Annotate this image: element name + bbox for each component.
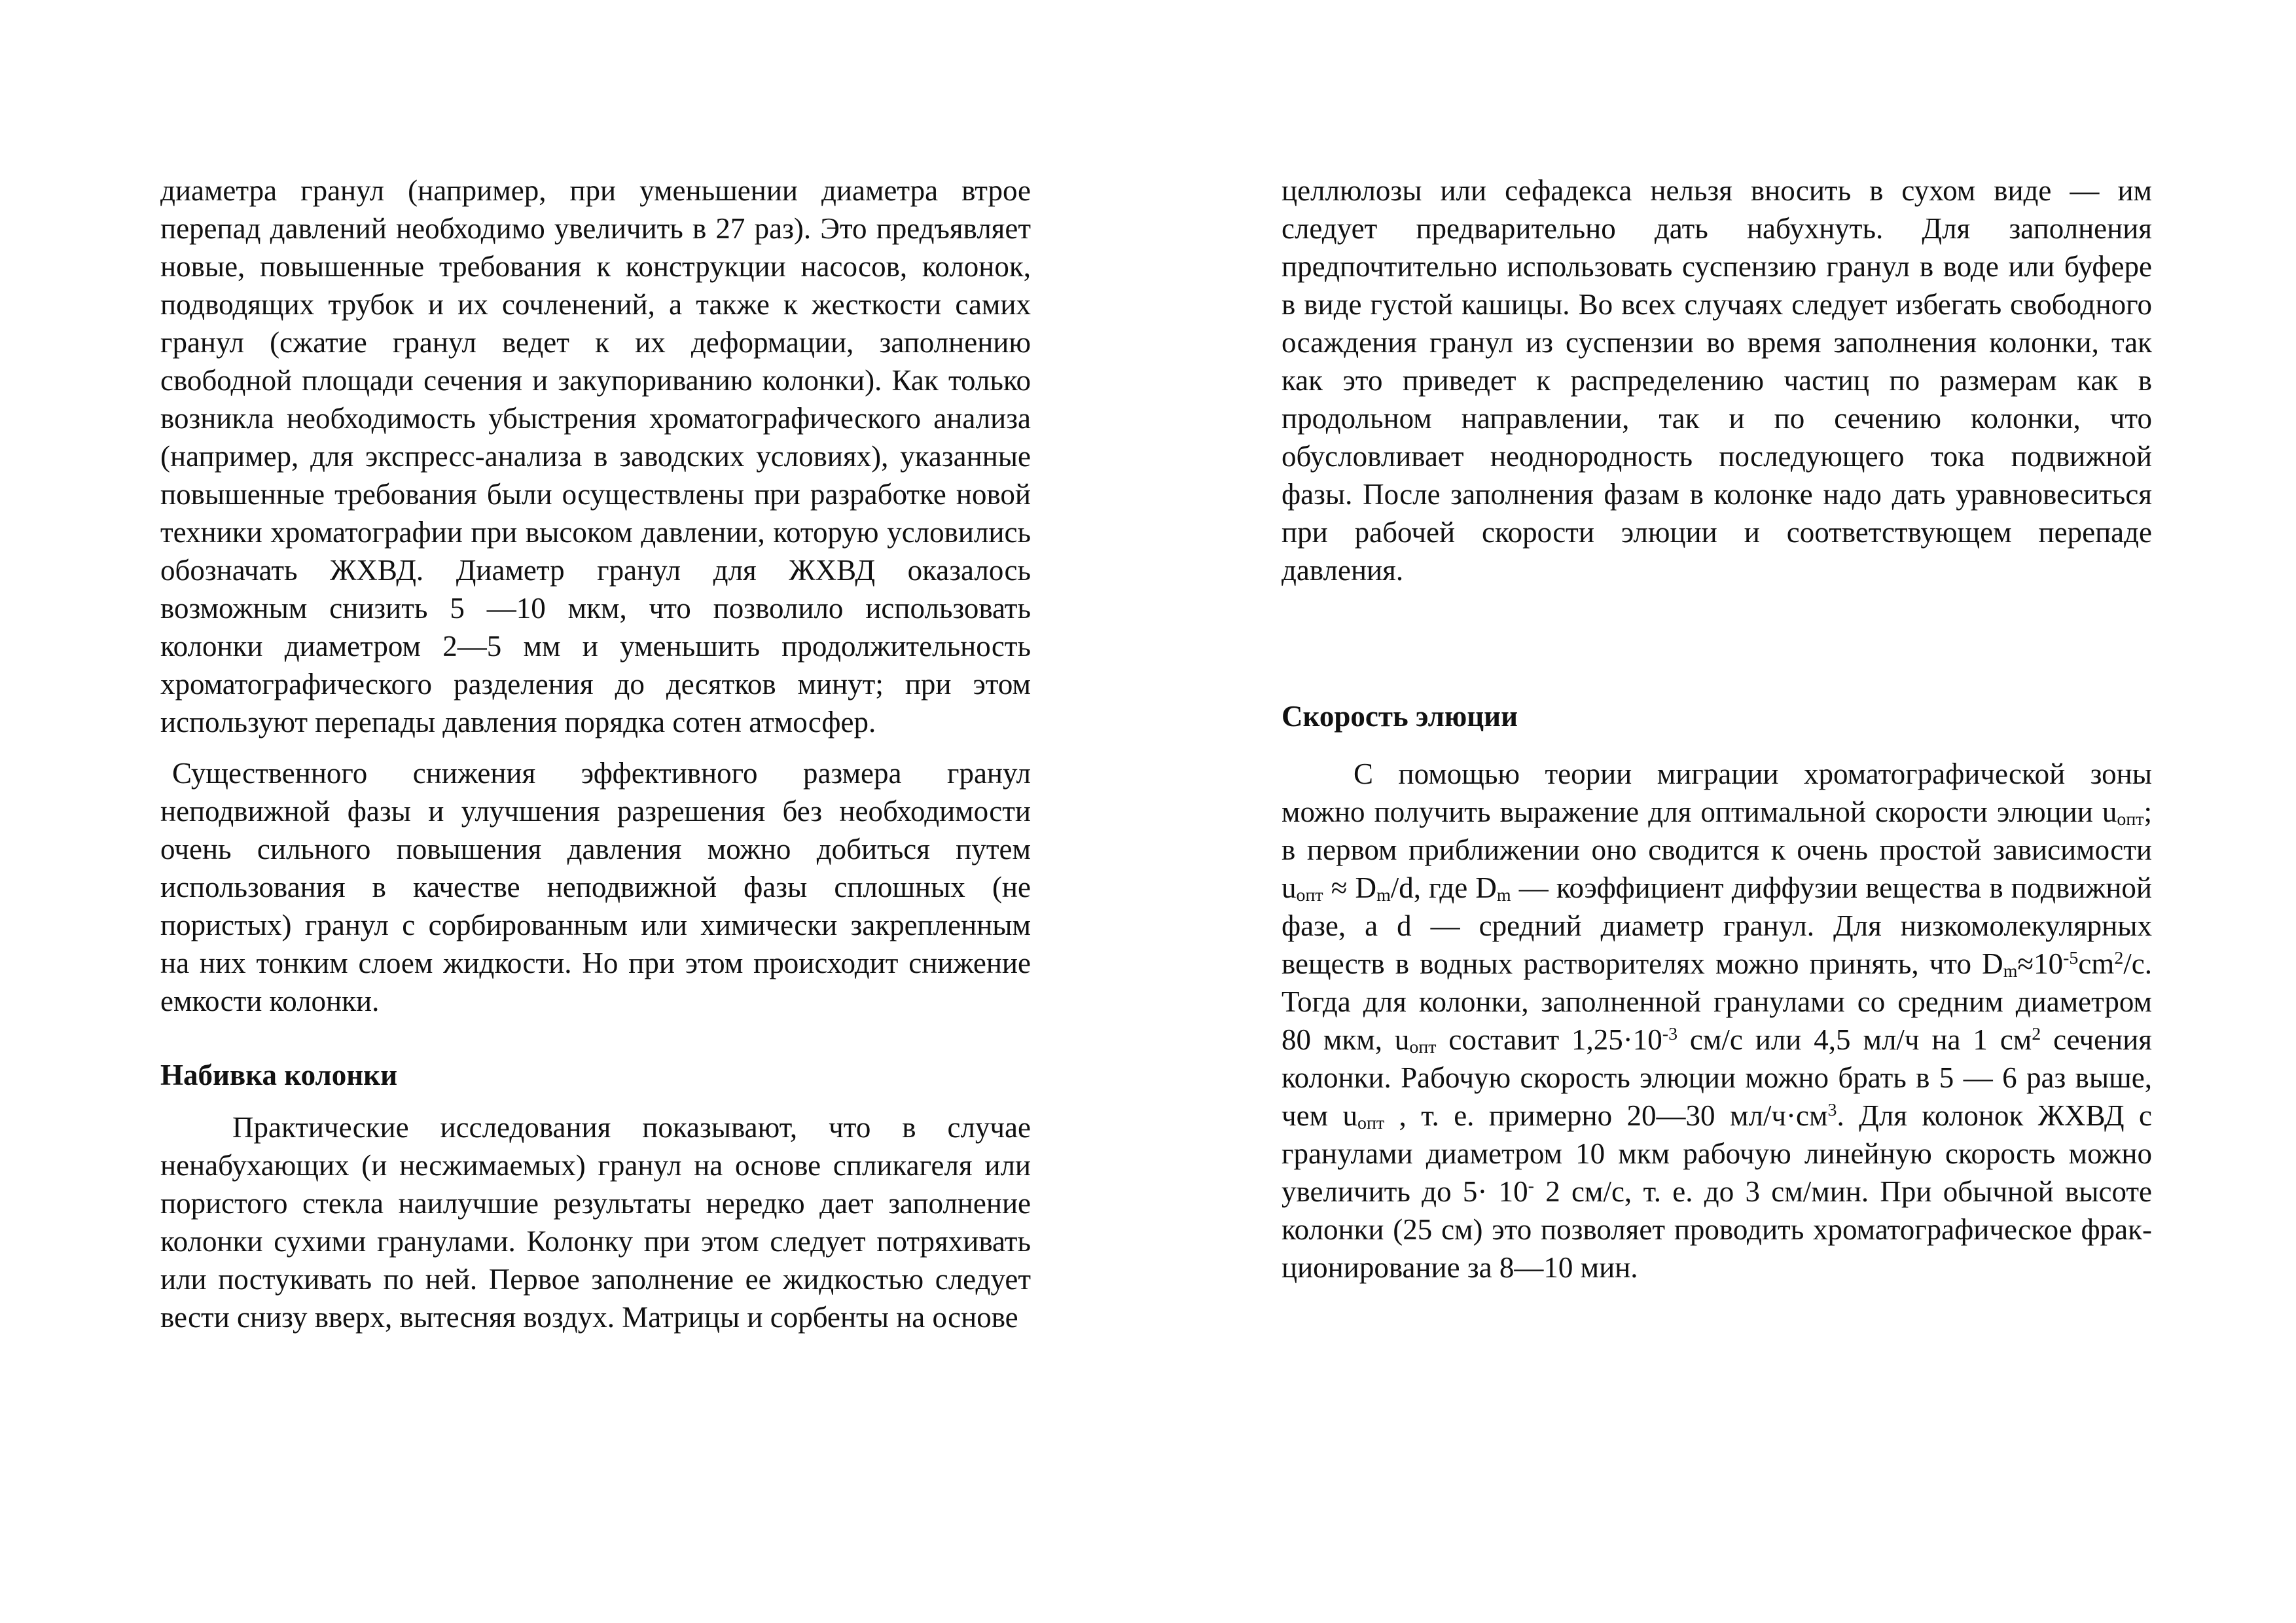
text-run: см/с или 4,5 мл/ч на 1 см	[1677, 1023, 2032, 1056]
right-paragraph-1: целлюлозы или сефадекса нельзя вносить в сухом виде — им следует предварительно дать набухнуть. Для заполнения предпочтительно использовать суспензию гранул в воде или буфере в виде густой кашицы. Во всех случаях следует избегать свободного осаждения гранул из суспензии во время заполнения колонки, так как это приведет к распределению частиц по размерам как в продольном направлении, так и по сечению колонки, что обусловливает неоднородность последующего тока подвижной фазы. После заполнения фазам в колонке надо дать уравновеситься при рабочей скорости элюции и соответствующем перепаде давления.	[1282, 174, 2152, 587]
section-heading-elution-rate: Скорость элюции	[1282, 700, 1518, 733]
subscript-opt: опт	[1409, 1037, 1437, 1058]
text-run: сечения колонки. Рабочую скорость элюции можно брать в 5 — 6 раз выше, чем u	[1282, 1023, 2152, 1132]
text-run: ≈10	[2017, 947, 2064, 980]
superscript-exponent: 2	[2114, 947, 2124, 968]
text-run: cm	[2078, 947, 2115, 980]
superscript-exponent: -	[1528, 1175, 1534, 1196]
left-paragraph-1: диаметра гранул (например, при уменьшении диаметра втрое перепад давлений необходимо увеличить в 27 раз). Это предъявляет новые, повышенные требования к конструкции насосов, колонок, подводящих трубок и их сочленений, а также к жесткости самих гранул (сжатие гранул ведет к их деформации, заполнению свободной площади сечения и закупориванию колонки). Как только возникла необходимость убыстрения хроматографического анализа (например, для экспресс-анализа в заводских условиях), указанные повышенные требования были осуществлены при разработке новой техники хроматографии при высоком давлении, которую условились обозначать ЖХВД. Диаметр гранул для ЖХВД оказалось возможным снизить 5 —10 мкм, что позволило использовать колонки диаметром 2—5 мм и уменьшить продолжительность хроматографического разделения до десятков минут; при этом используют перепады давления порядка сотен атмосфер.	[160, 174, 1031, 739]
left-paragraph-2: Существенного снижения эффективного размера гранул неподвижной фазы и улучшения разрешения без необходимости очень сильного повышения давления можно добиться путем использования в качестве неподвижной фазы сплошных (не пористых) гранул с сорбированным или химически закрепленным на них тонким слоем жидкости. Но при этом происходит снижение емкости колонки.	[160, 757, 1031, 1017]
subscript-opt: опт	[2117, 809, 2144, 830]
text-run: ≈ D	[1323, 871, 1377, 904]
text-run: составит 1,25·10	[1436, 1023, 1662, 1056]
subscript-opt: опт	[1296, 885, 1323, 906]
subscript-m: m	[1496, 885, 1511, 906]
text-run: , т. е. примерно 20—30 мл/ч·см	[1384, 1099, 1828, 1132]
right-paragraph-2	[1282, 755, 2152, 1286]
subscript-m: m	[1376, 885, 1391, 906]
subscript-m: m	[2003, 961, 2018, 982]
superscript-exponent: -3	[1662, 1023, 1678, 1044]
text-run: ; в первом приближении оно сводится к очень простой зависимости u	[1282, 795, 2152, 904]
text-run: /с. Тогда для колонки, заполненной гранулами со средним диаметром 80 мкм, u	[1282, 947, 2152, 1056]
subscript-opt: опт	[1357, 1113, 1385, 1134]
text-run: С помощью теории миграции хроматографической зоны можно получить выражение для оптимальной скорости элюции u	[1282, 757, 2152, 828]
right-text-column	[1282, 172, 2152, 1286]
text-run: — коэффициент диффузии вещества в подвижной фазе, а d — средний диаметр гранул. Для низкомолекулярных веществ в водных растворителях можно принять, что D	[1282, 871, 2153, 980]
text-run: . Для колонок ЖХВД с гранулами диаметром 10 мкм рабочую линейную скорость можно увеличить до 5· 10	[1282, 1099, 2152, 1208]
section-heading-packing: Набивка колонки	[160, 1059, 397, 1091]
left-paragraph-3: Практические исследования показывают, что в случае ненабухающих (и несжимаемых) гранул на основе спликагеля или пористого стекла наилучшие результаты нередко дает заполнение колонки сухими гранулами. Колонку при этом следует потряхивать или постукивать по ней. Первое заполнение ее жидкостью следует вести снизу вверх, вытесняя воздух. Матрицы и сорбенты на основе	[160, 1111, 1031, 1334]
superscript-exponent: -5	[2063, 947, 2079, 968]
text-run: 2 см/с, т. е. до 3 см/мин. При обычной высоте колонки (25 см) это позволяет проводить хроматографическое фракционирование за 8—10 мин.	[1282, 1175, 2152, 1284]
superscript-exponent: 2	[2032, 1023, 2041, 1044]
left-text-column	[160, 172, 1031, 1336]
superscript-exponent: 3	[1827, 1099, 1837, 1120]
text-run: /d, где D	[1390, 871, 1497, 904]
right-page	[1148, 0, 2296, 1623]
